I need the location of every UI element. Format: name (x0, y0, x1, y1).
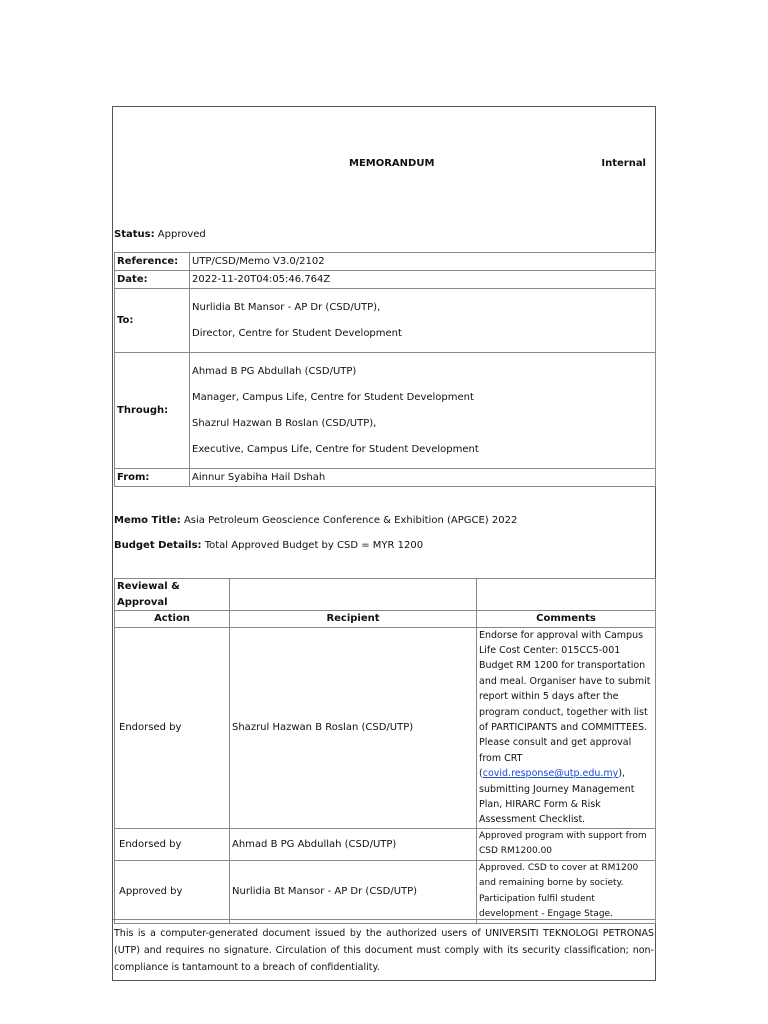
through-line: Ahmad B PG Abdullah (CSD/UTP) (192, 366, 357, 377)
table-row (115, 860, 656, 923)
to-value (190, 289, 656, 353)
col-action-header: Action (115, 611, 230, 628)
action-cell: Approved by (115, 860, 230, 923)
comment-text: Endorse for approval with Campus Life Cost Center: 015CC5-001 Budget RM 1200 for transportation and meal. Organiser have to submit report within 5 days after the program conduct, together with list of PARTICIPANTS and COMMITTEES. Please consult and get approval from CRT ( (479, 629, 651, 780)
date-row (115, 271, 656, 289)
through-value (190, 353, 656, 469)
recipient-cell: Shazrul Hazwan B Roslan (CSD/UTP) (230, 627, 477, 828)
comment-cell (477, 627, 656, 828)
budget-value: Total Approved Budget by CSD = MYR 1200 (204, 540, 424, 551)
email-link[interactable]: covid.response@utp.edu.my (482, 768, 619, 780)
budget-label: Budget Details: (114, 540, 202, 551)
memo-title-line (114, 514, 517, 527)
budget-line (114, 539, 423, 552)
memo-title-value: Asia Petroleum Geoscience Conference & Exhibition (APGCE) 2022 (183, 515, 518, 526)
footer-divider (113, 919, 655, 920)
through-line: Manager, Campus Life, Centre for Student Development (192, 392, 474, 403)
classification-label: Internal (601, 158, 646, 169)
to-line: Nurlidia Bt Mansor - AP Dr (CSD/UTP), (192, 302, 381, 313)
to-row (115, 289, 656, 353)
from-label: From: (115, 469, 190, 487)
document-title: MEMORANDUM (349, 158, 435, 169)
through-label: Through: (115, 353, 190, 469)
status-line (114, 228, 206, 241)
memo-details-table (114, 252, 656, 487)
reference-value: UTP/CSD/Memo V3.0/2102 (190, 253, 656, 271)
to-line: Director, Centre for Student Development (192, 328, 402, 339)
to-label: To: (115, 289, 190, 353)
table-row (115, 627, 656, 828)
comment-cell: Approved. CSD to cover at RM1200 and remaining borne by society. Participation fulfil student development - Engage Stage. (477, 860, 656, 923)
col-recipient-header: Recipient (230, 611, 477, 628)
through-line: Executive, Campus Life, Centre for Student Development (192, 444, 479, 455)
through-line: Shazrul Hazwan B Roslan (CSD/UTP), (192, 418, 377, 429)
date-value: 2022-11-20T04:05:46.764Z (190, 271, 656, 289)
action-cell: Endorsed by (115, 828, 230, 860)
reference-label: Reference: (115, 253, 190, 271)
review-header-row (115, 611, 656, 628)
action-cell: Endorsed by (115, 627, 230, 828)
date-label: Date: (115, 271, 190, 289)
reference-row (115, 253, 656, 271)
recipient-cell: Nurlidia Bt Mansor - AP Dr (CSD/UTP) (230, 860, 477, 923)
memo-document (112, 106, 656, 981)
comment-text: ), submitting Journey Management Plan, HIRARC Form & Risk Assessment Checklist. (479, 768, 635, 826)
review-title-row (115, 579, 656, 611)
from-row (115, 469, 656, 487)
from-value: Ainnur Syabiha Hail Dshah (190, 469, 656, 487)
review-section-title: Reviewal & Approval (115, 579, 230, 611)
confidentiality-notice: This is a computer-generated document issued by the authorized users of UNIVERSITI TEKNOLOGI PETRONAS (UTP) and requires no signature. Circulation of this document must comply with its security classification; non-compliance is tantamount to a breach of confidentiality. (114, 928, 654, 973)
col-comments-header: Comments (477, 611, 656, 628)
review-approval-table (114, 578, 656, 924)
comment-cell: Approved program with support from CSD RM1200.00 (477, 828, 656, 860)
status-value: Approved (157, 229, 206, 240)
through-row (115, 353, 656, 469)
table-row (115, 828, 656, 860)
status-label: Status: (114, 229, 155, 240)
memo-title-label: Memo Title: (114, 515, 181, 526)
recipient-cell: Ahmad B PG Abdullah (CSD/UTP) (230, 828, 477, 860)
